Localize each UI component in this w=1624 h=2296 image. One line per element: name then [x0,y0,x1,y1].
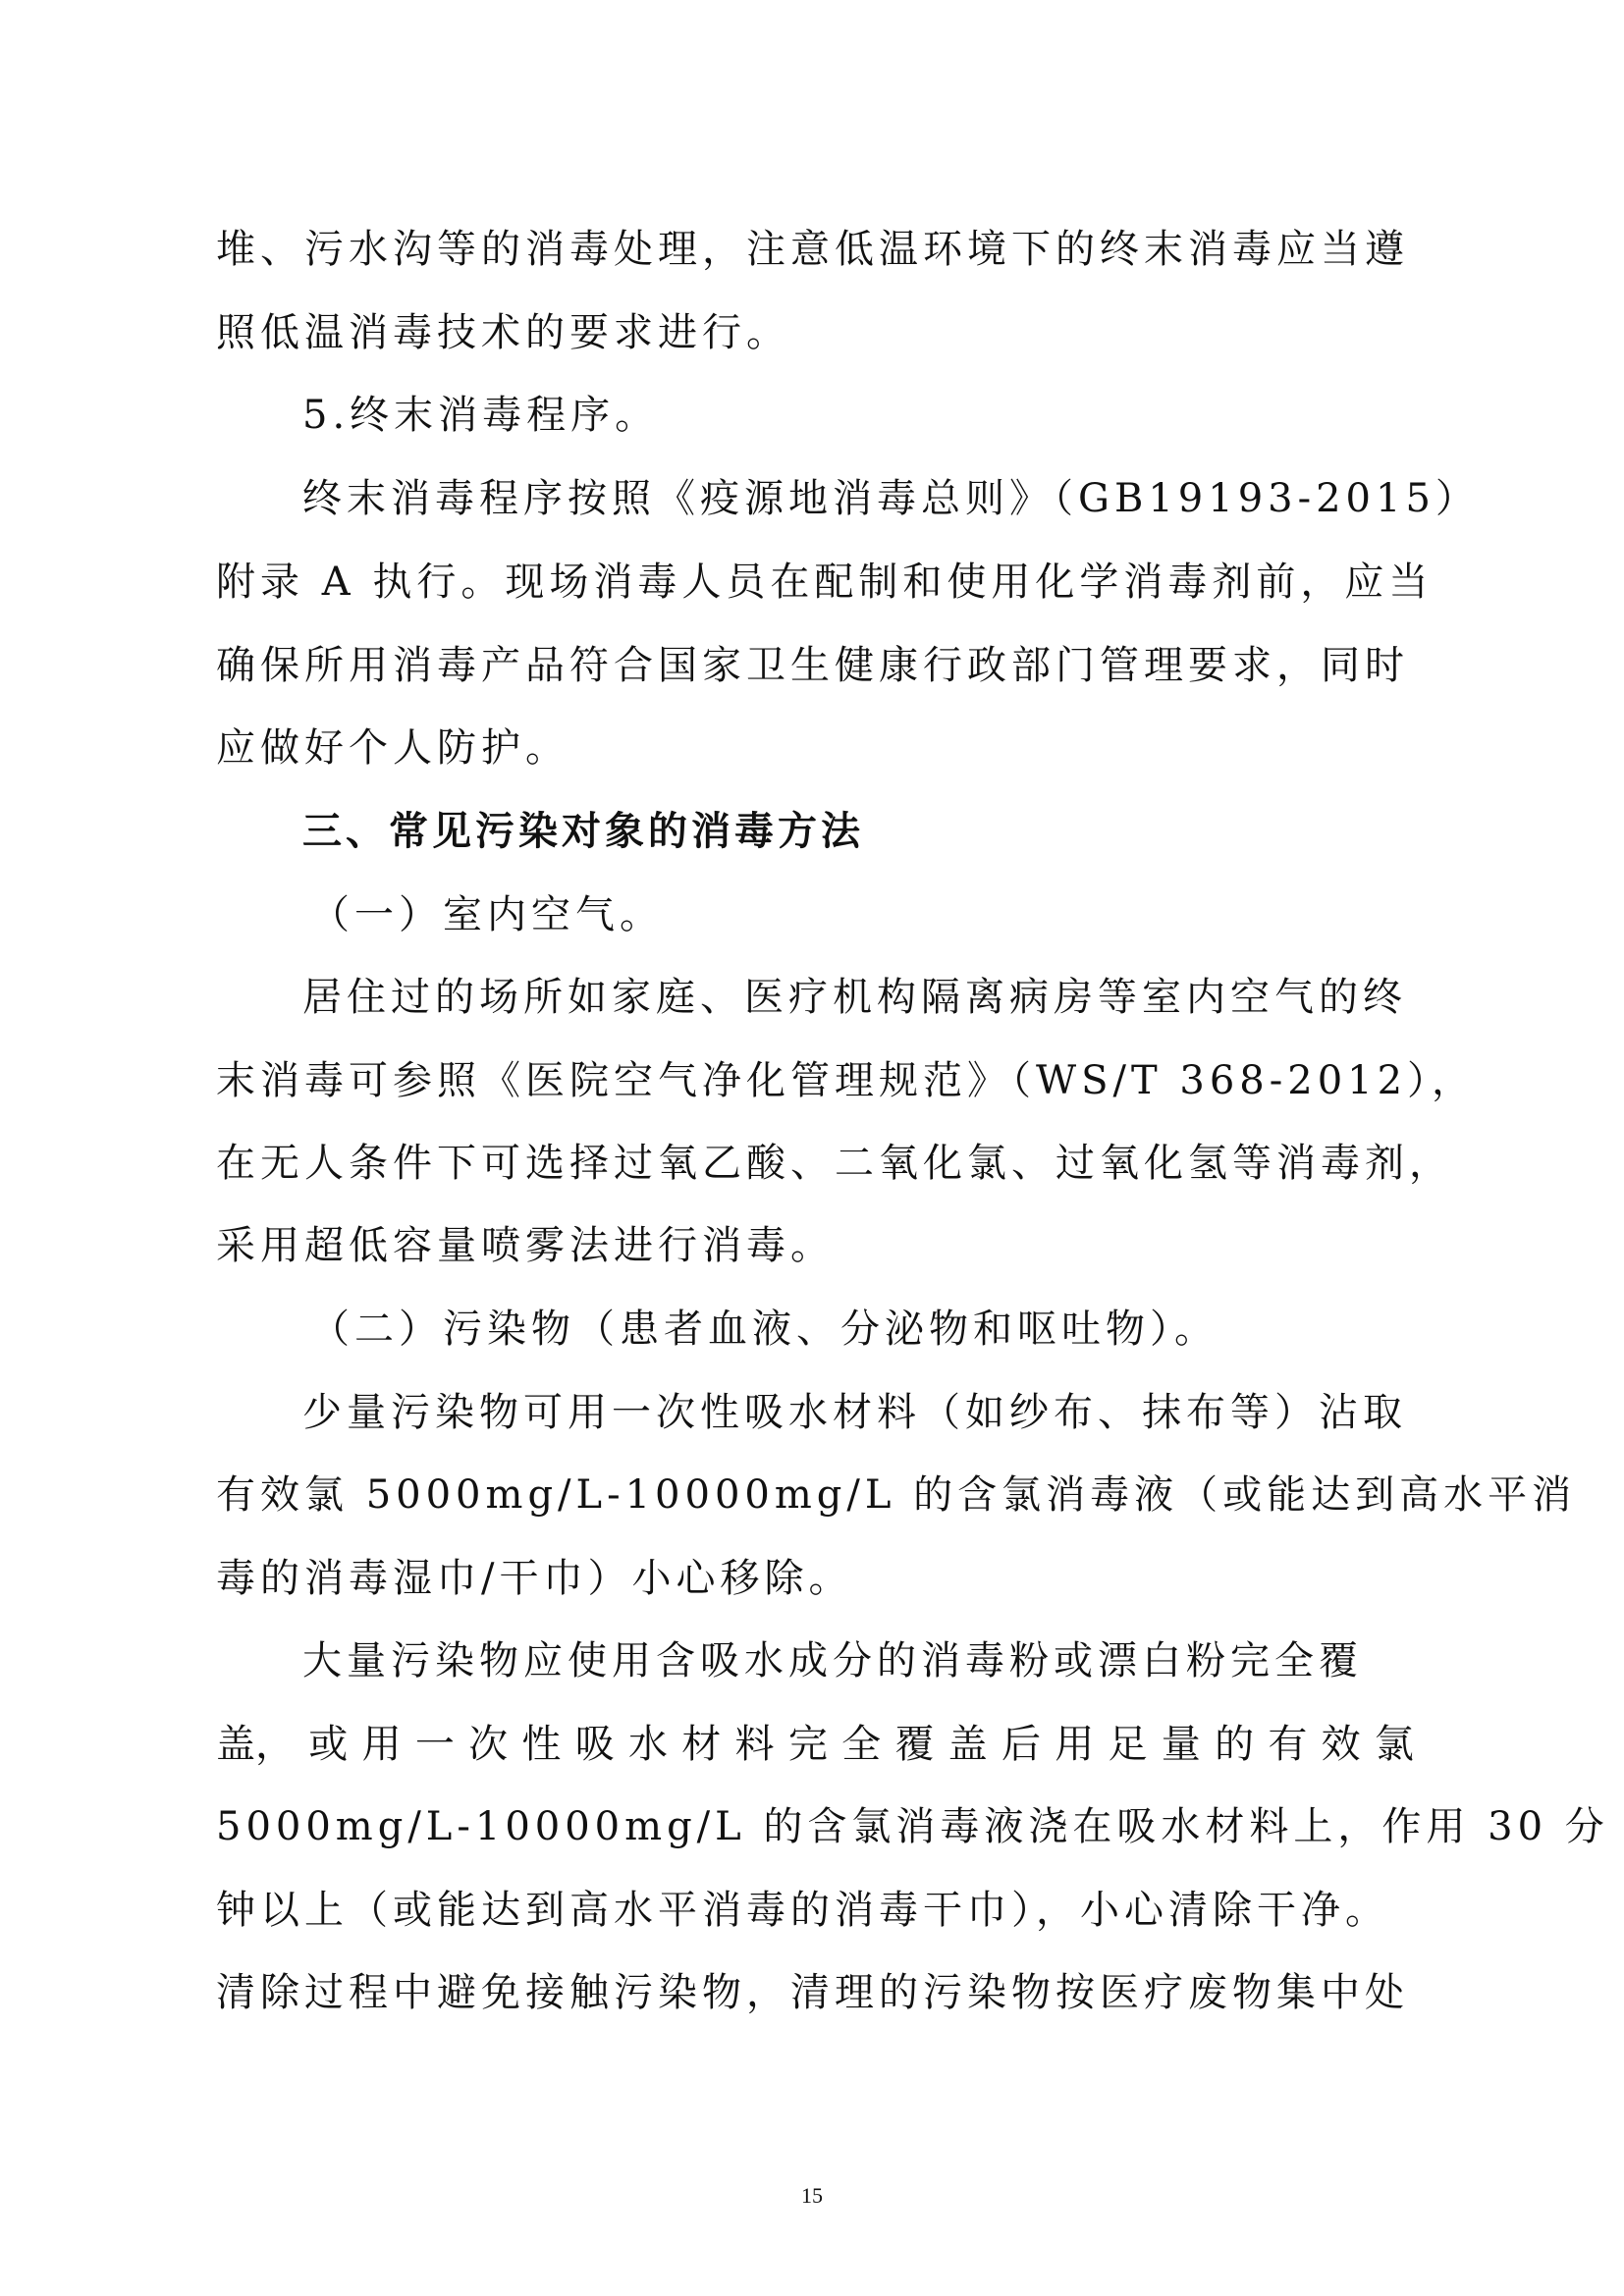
paragraph-line: 确保所用消毒产品符合国家卫生健康行政部门管理要求，同时 [216,643,1409,688]
justified-word: 覆 [894,1722,935,1767]
paragraph-line: 应做好个人防护。 [216,725,569,771]
page-number: 15 [801,2183,823,2208]
subsection-heading: （二）污染物（患者血液、分泌物和呕吐物）。 [310,1307,1218,1352]
paragraph-line: 采用超低容量喷雾法进行消毒。 [216,1223,835,1268]
paragraph-line: 毒的消毒湿巾/干巾）小心移除。 [216,1556,853,1601]
paragraph-line: 堆、污水沟等的消毒处理，注意低温环境下的终末消毒应当遵 [216,227,1409,272]
justified-word: 用 [361,1722,402,1767]
justified-word: 或 [308,1722,349,1767]
justified-word: 全 [841,1722,882,1767]
justified-word: 吸 [574,1722,615,1767]
justified-paragraph-line [216,1713,1414,1776]
justified-word: 量 [1161,1722,1201,1767]
justified-word: 用 [1055,1722,1095,1767]
justified-word: 完 [787,1722,828,1767]
paragraph-line: 有效氯 5000mg/L-10000mg/L 的含氯消毒液（或能达到高水平消 [216,1472,1577,1518]
justified-word: 有 [1268,1722,1308,1767]
justified-word: 效 [1321,1722,1361,1767]
paragraph-line: 少量污染物可用一次性吸水材料（如纱布、抹布等）沾取 [302,1390,1407,1435]
paragraph-line: 大量污染物应使用含吸水成分的消毒粉或漂白粉完全覆 [302,1638,1363,1683]
paragraph-line: 5000mg/L-10000mg/L 的含氯消毒液浇在吸水材料上，作用 30 分 [216,1804,1609,1849]
subsection-heading: （一）室内空气。 [310,892,664,937]
justified-word: 一 [414,1722,455,1767]
paragraph-line: 清除过程中避免接触污染物，清理的污染物按医疗废物集中处 [216,1970,1409,2015]
paragraph-line: 照低温消毒技术的要求进行。 [216,310,790,355]
justified-word: 盖 [947,1722,988,1767]
justified-word: 料 [734,1722,775,1767]
justified-word: 性 [521,1722,562,1767]
justified-word: 后 [1001,1722,1041,1767]
paragraph-line: 末消毒可参照《医院空气净化管理规范》（WS/T 368-2012）， [216,1058,1477,1103]
justified-word: 材 [681,1722,722,1767]
justified-word: 的 [1215,1722,1255,1767]
justified-word: 足 [1108,1722,1148,1767]
paragraph-line: 钟以上（或能达到高水平消毒的消毒干巾），小心清除干净。 [216,1888,1389,1933]
paragraph-line: 在无人条件下可选择过氧乙酸、二氧化氯、过氧化氢等消毒剂， [216,1141,1453,1186]
paragraph-line: 附录 A 执行。现场消毒人员在配制和使用化学消毒剂前，应当 [216,560,1434,605]
justified-word: 氯 [1374,1722,1414,1767]
section-heading: 三、常见污染对象的消毒方法 [302,809,864,854]
justified-word: 次 [468,1722,509,1767]
paragraph-line: 终末消毒程序按照《疫源地消毒总则》（GB19193-2015） [302,476,1480,521]
section-subtitle: 5.终末消毒程序。 [302,393,660,438]
justified-word: 盖， [216,1722,295,1767]
justified-word: 水 [627,1722,668,1767]
paragraph-line: 居住过的场所如家庭、医疗机构隔离病房等室内空气的终 [302,975,1407,1020]
